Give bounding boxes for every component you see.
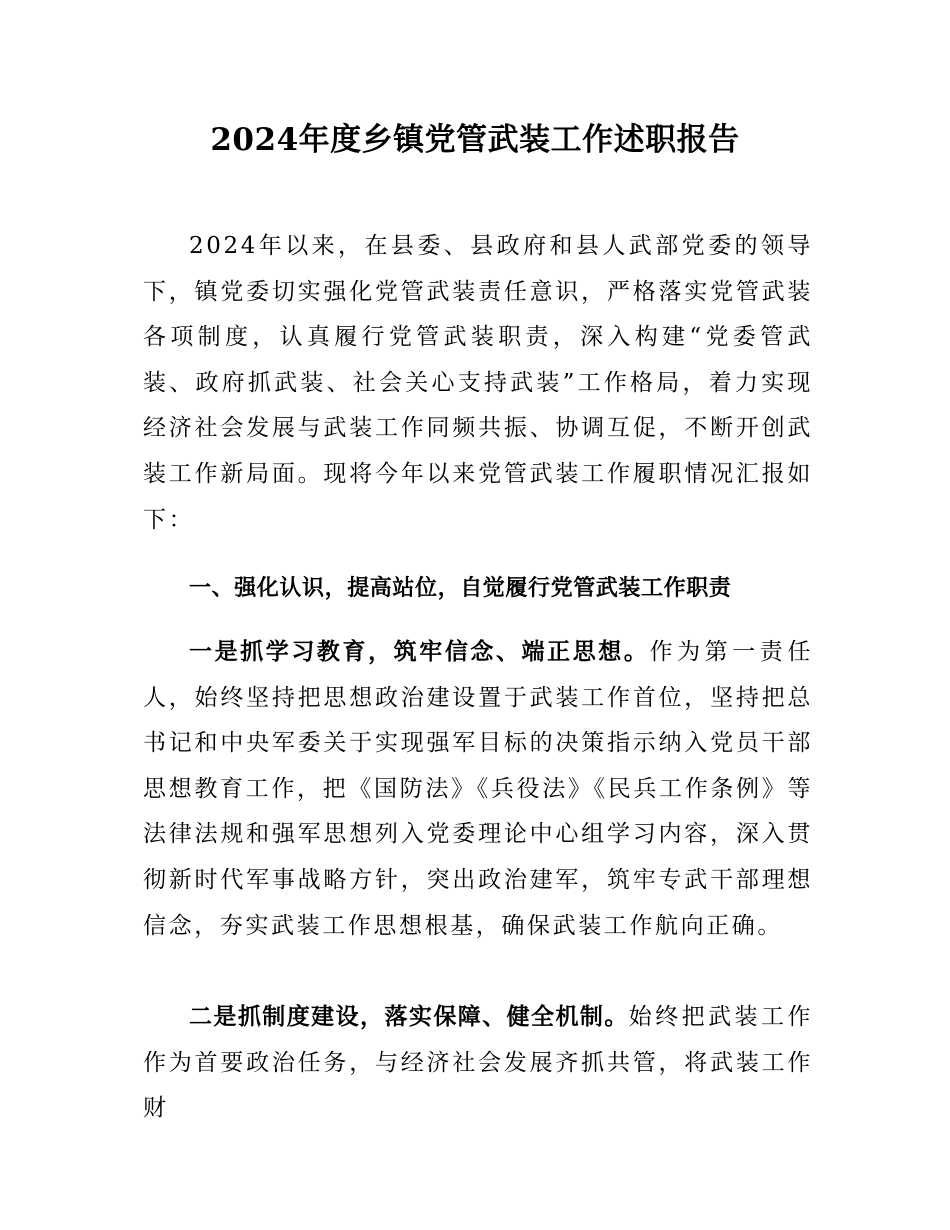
item-paragraph-2 [143, 995, 813, 1132]
item-1-body: 作为第一责任人，始终坚持把思想政治建设置于武装工作首位，坚持把总书记和中央军委关于实现强军目标的决策指示纳入党员干部思想教育工作，把《国防法》《兵役法》《民兵工作条例》等法律法规和强军思想列入党委理论中心组学习内容，深入贯彻新时代军事战略方针，突出政治建军，筑牢专武干部理想信念，夯实武装工作思想根基，确保武装工作航向正确。 [143, 639, 813, 939]
section-heading-1: 一、强化认识，提高站位，自觉履行党管武装工作职责 [189, 576, 732, 601]
item-2-lead: 二是抓制度建设，落实保障、健全机制。 [189, 1004, 629, 1030]
item-2-body: 始终把武装工作作为首要政治任务，与经济社会发展齐抓共管，将武装工作财 [143, 1004, 813, 1122]
intro-paragraph: 2024年以来，在县委、县政府和县人武部党委的领导下，镇党委切实强化党管武装责任意识，严格落实党管武装各项制度，认真履行党管武装职责，深入构建“党委管武装、政府抓武装、社会关心支持武装”工作格局，着力实现经济社会发展与武装工作同频共振、协调互促，不断开创武装工作新局面。现将今年以来党管武装工作履职情况汇报如下： [143, 233, 813, 533]
item-paragraph-1 [143, 630, 813, 949]
item-1-lead: 一是抓学习教育，筑牢信念、端正思想。 [189, 639, 650, 665]
document-title: 2024年度乡镇党管武装工作述职报告 [210, 122, 740, 158]
